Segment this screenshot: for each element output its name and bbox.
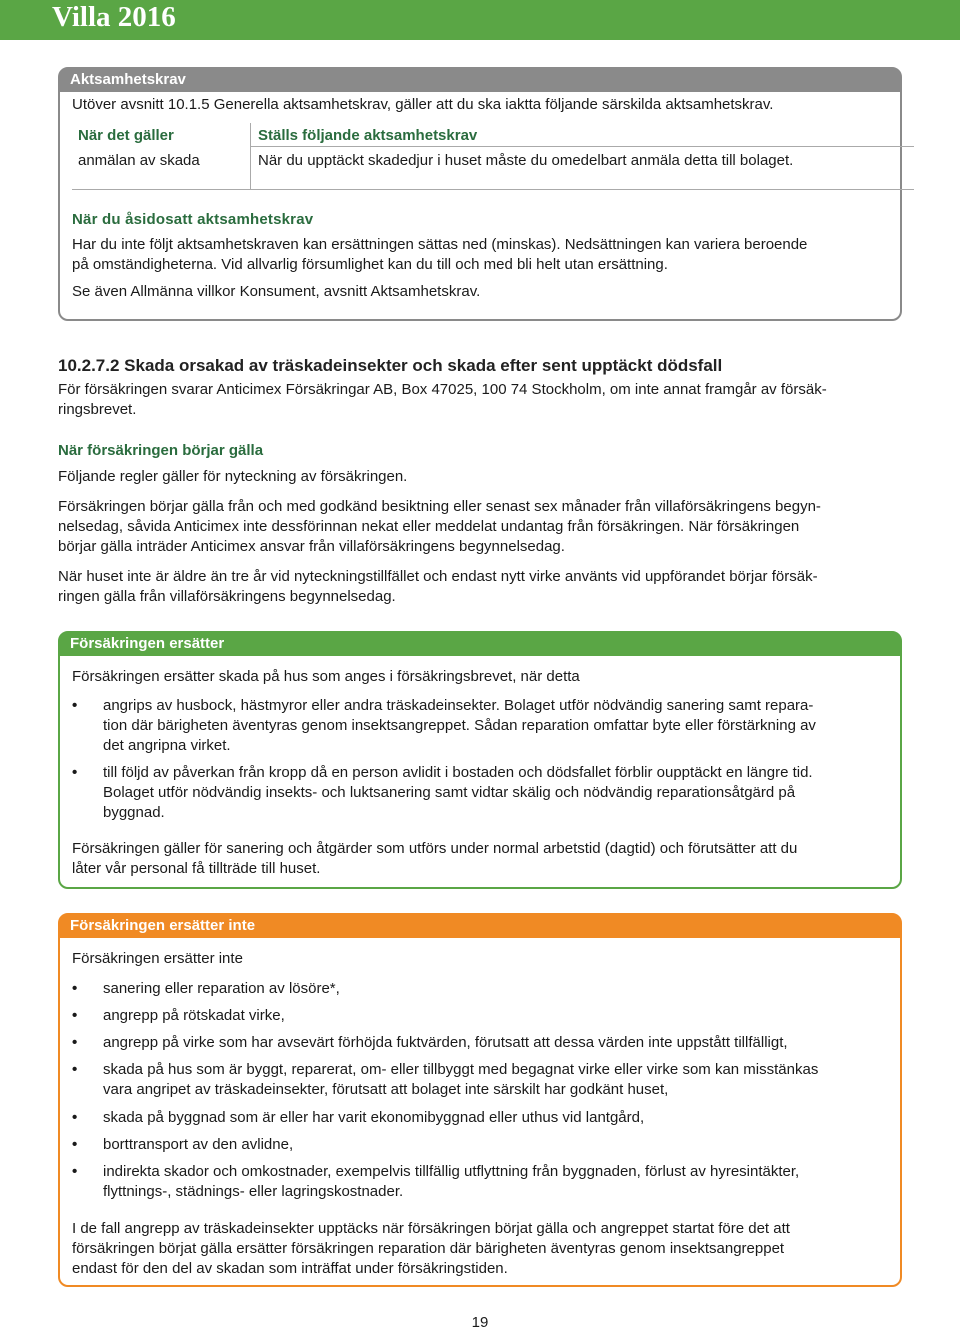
bullet-icon: • [72, 1061, 78, 1078]
list-item [72, 696, 892, 756]
breach-heading: När du åsidosatt aktsamhetskrav [72, 211, 314, 228]
page-number: 19 [471, 1314, 489, 1331]
list-item-line: angrips av husbock, hästmyror eller andra träskadeinsekter. Bolaget utför nödvändig sanering samt repara- [103, 697, 814, 714]
table-col1-header: När det gäller [78, 127, 174, 144]
list-item-line: byggnad. [103, 804, 165, 821]
ersatter-heading: Försäkringen ersätter [59, 632, 901, 656]
list-item-line: skada på byggnad som är eller har varit ekonomibyggnad eller uthus vid lantgård, [103, 1109, 645, 1126]
ersatter-inte-heading: Försäkringen ersätter inte [59, 914, 901, 938]
section-p3-line2: ringen gälla från villaförsäkringens begynnelsedag. [58, 588, 396, 605]
bullet-icon: • [72, 1109, 78, 1126]
list-item-line: sanering eller reparation av lösöre*, [103, 980, 340, 997]
list-item-line: indirekta skador och omkostnader, exempelvis tillfällig utflyttning från byggnaden, förlust av hyresintäkter, [103, 1163, 800, 1180]
list-item [72, 763, 892, 823]
section-p2-line2: nelsedag, såvida Anticimex inte dessförinnan nekat eller meddelat undantag från försäkringen. När försäkringen [58, 518, 800, 535]
list-item-line: till följd av påverkan från kropp då en person avlidit i bostaden och dödsfallet förblir oupptäckt en längre tid. [103, 764, 813, 781]
ersatter-inte-outro-line3: endast för den del av skadan som inträffat under försäkringstiden. [72, 1260, 508, 1277]
section-p2-line1: Försäkringen börjar gälla från och med godkänd besiktning eller senast sex månader från villaförsäkringens begyn- [58, 498, 821, 515]
list-item-line: vara angripet av träskadeinsekter, förutsatt att bolaget inte särskilt har godkänt huset, [103, 1081, 669, 1098]
see-also: Se även Allmänna villkor Konsument, avsnitt Aktsamhetskrav. [72, 283, 481, 300]
section-p2-line3: börjar gälla inträder Anticimex ansvar från villaförsäkringens begynnelsedag. [58, 538, 565, 555]
section-p1-line1: För försäkringen svarar Anticimex Försäkringar AB, Box 47025, 100 74 Stockholm, om inte annat framgår av försäk- [58, 381, 827, 398]
section-p1-line2: ringsbrevet. [58, 401, 137, 418]
table-header-divider [250, 146, 914, 147]
table-col2-value: När du upptäckt skadedjur i huset måste du omedelbart anmäla detta till bolaget. [258, 152, 794, 169]
bullet-icon: • [72, 1163, 78, 1180]
list-item-line: skada på hus som är byggt, reparerat, om- eller tillbyggt med begagnat virke eller virke som kan misstänkas [103, 1061, 819, 1078]
start-intro: Följande regler gäller för nyteckning av försäkringen. [58, 468, 408, 485]
list-item-line: det angripna virket. [103, 737, 231, 754]
ersatter-intro: Försäkringen ersätter skada på hus som anges i försäkringsbrevet, när detta [72, 668, 580, 685]
table-vertical-divider [250, 123, 251, 189]
ersatter-outro-line2: låter vår personal få tillträde till huset. [72, 860, 321, 877]
bullet-icon: • [72, 764, 78, 781]
breach-line-1: Har du inte följt aktsamhetskraven kan ersättningen sättas ned (minskas). Nedsättningen kan variera beroende [72, 236, 808, 253]
top-banner [0, 0, 960, 40]
bullet-icon: • [72, 1136, 78, 1153]
ersatter-box [58, 631, 902, 889]
bullet-icon: • [72, 1007, 78, 1024]
section-heading: 10.2.7.2 Skada orsakad av träskadeinsekter och skada efter sent upptäckt dödsfall [58, 356, 723, 375]
ersatter-outro-line1: Försäkringen gäller för sanering och åtgärder som utförs under normal arbetstid (dagtid) och förutsätter att du [72, 840, 798, 857]
document-title: Villa 2016 [52, 1, 176, 33]
bullet-icon: • [72, 980, 78, 997]
table-col2-header: Ställs följande aktsamhetskrav [258, 127, 478, 144]
list-item-line: angrepp på virke som har avsevärt förhöjda fuktvärden, förutsatt att dessa värden inte uppstått tillfälligt, [103, 1034, 788, 1051]
ersatter-inte-outro-line2: försäkringen börjat gälla ersätter försäkringen reparation där bärigheten äventyras genom insektsangreppet [72, 1240, 785, 1257]
list-item-line: angrepp på rötskadat virke, [103, 1007, 285, 1024]
breach-line-2: på omständigheterna. Vid allvarlig försumlighet kan du till och med bli helt utan ersättning. [72, 256, 668, 273]
ersatter-inte-box [58, 913, 902, 1287]
table-col1-value: anmälan av skada [78, 152, 200, 169]
list-item-line: flyttnings-, städnings- eller lagringskostnader. [103, 1183, 404, 1200]
list-item-line: Bolaget utför nödvändig insekts- och luktsanering samt vidtar skälig och nödvändig reparationsåtgärd på [103, 784, 796, 801]
bullet-icon: • [72, 1034, 78, 1051]
bullet-icon: • [72, 697, 78, 714]
list-item-line: tion där bärigheten äventyras genom insektsangreppet. Sådan reparation omfattar byte eller förstärkning av [103, 717, 816, 734]
aktsamhetskrav-box [58, 67, 902, 321]
table-bottom-divider [72, 189, 914, 190]
start-heading: När försäkringen börjar gälla [58, 442, 264, 459]
ersatter-inte-intro: Försäkringen ersätter inte [72, 950, 243, 967]
section-p3-line1: När huset inte är äldre än tre år vid nyteckningstillfället och endast nytt virke använts vid uppförandet börjar försäk- [58, 568, 818, 585]
ersatter-inte-outro-line1: I de fall angrepp av träskadeinsekter upptäcks när försäkringen börjat gälla och angreppet startat före det att [72, 1220, 790, 1237]
aktsamhetskrav-intro: Utöver avsnitt 10.1.5 Generella aktsamhetskrav, gäller att du ska iaktta följande särskilda aktsamhetskrav. [72, 96, 774, 113]
aktsamhetskrav-heading: Aktsamhetskrav [59, 68, 901, 92]
list-item-line: borttransport av den avlidne, [103, 1136, 294, 1153]
